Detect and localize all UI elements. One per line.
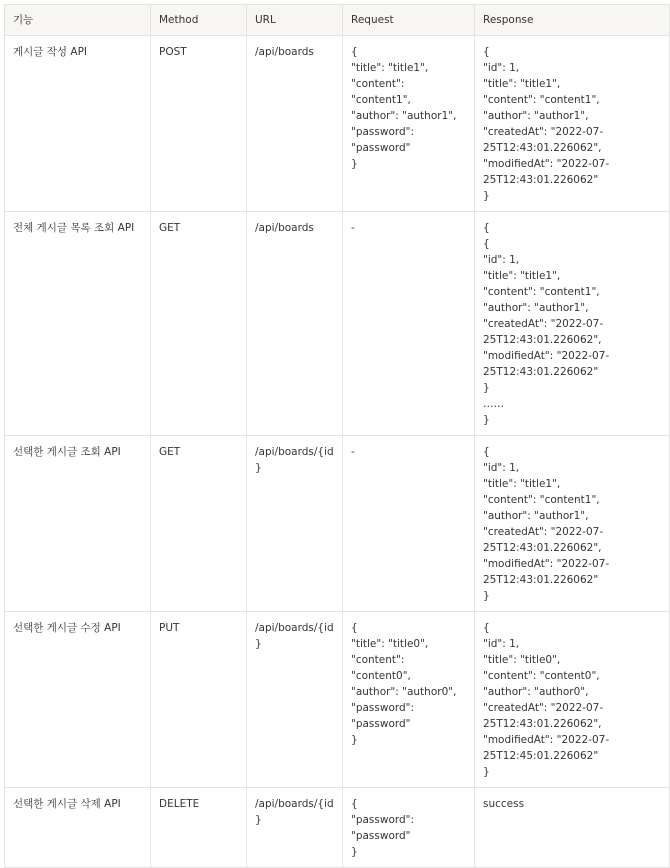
table-row	[5, 212, 670, 436]
response-cell	[475, 212, 670, 436]
response-line: {	[483, 446, 490, 458]
method-cell: POST	[151, 36, 247, 212]
header-method: Method	[151, 5, 247, 36]
table-row	[5, 788, 670, 868]
header-response: Response	[475, 5, 670, 36]
method-cell: PUT	[151, 612, 247, 788]
url-cell: /api/boards/{id}	[247, 436, 343, 612]
request-line: }	[351, 734, 358, 746]
method-cell: DELETE	[151, 788, 247, 868]
response-line: "createdAt": "2022-07-	[483, 702, 604, 714]
response-line: 25T12:43:01.226062",	[483, 718, 602, 730]
request-line: "title": "title0",	[351, 638, 429, 650]
request-cell	[343, 212, 475, 436]
response-cell	[475, 788, 670, 868]
response-line: "modifiedAt": "2022-07-	[483, 734, 610, 746]
response-line: 25T12:43:01.226062"	[483, 366, 599, 378]
request-line: "password": "password"	[351, 702, 418, 730]
response-line: "author": "author1",	[483, 110, 589, 122]
response-line: ……	[483, 398, 504, 410]
response-line: "author": "author0",	[483, 686, 589, 698]
url-cell: /api/boards	[247, 36, 343, 212]
response-line: 25T12:43:01.226062",	[483, 542, 602, 554]
request-line: "password": "password"	[351, 126, 418, 154]
response-cell	[475, 36, 670, 212]
response-line: }	[483, 766, 490, 778]
request-line: "password": "password"	[351, 814, 418, 842]
response-line: "content": "content1",	[483, 286, 600, 298]
response-line: }	[483, 590, 490, 602]
response-line: "createdAt": "2022-07-	[483, 526, 604, 538]
feature-cell: 선택한 게시글 조회 API	[5, 436, 151, 612]
response-line: "content": "content1",	[483, 494, 600, 506]
method-cell: GET	[151, 212, 247, 436]
header-feature: 기능	[5, 5, 151, 36]
response-line: }	[483, 190, 490, 202]
response-cell	[475, 436, 670, 612]
request-line: -	[351, 222, 355, 234]
table-row	[5, 36, 670, 212]
feature-cell: 선택한 게시글 삭제 API	[5, 788, 151, 868]
response-line: {	[483, 46, 490, 58]
response-line: "createdAt": "2022-07-	[483, 318, 604, 330]
response-line: {	[483, 622, 490, 634]
method-cell: GET	[151, 436, 247, 612]
url-cell: /api/boards/{id}	[247, 612, 343, 788]
feature-cell: 전체 게시글 목록 조회 API	[5, 212, 151, 436]
response-line: "id": 1,	[483, 62, 520, 74]
response-line: "author": "author1",	[483, 302, 589, 314]
request-cell	[343, 612, 475, 788]
response-line: 25T12:43:01.226062"	[483, 574, 599, 586]
response-line: "modifiedAt": "2022-07-	[483, 158, 610, 170]
response-line: 25T12:43:01.226062",	[483, 142, 602, 154]
response-line: success	[483, 798, 525, 810]
response-line: {	[483, 222, 490, 234]
header-row	[5, 5, 670, 36]
feature-cell: 게시글 작성 API	[5, 36, 151, 212]
response-line: "title": "title1",	[483, 78, 561, 90]
response-line: }	[483, 382, 490, 394]
feature-cell: 선택한 게시글 수정 API	[5, 612, 151, 788]
request-line: "content": "content0",	[351, 654, 411, 682]
response-cell	[475, 612, 670, 788]
url-cell: /api/boards/{id}	[247, 788, 343, 868]
response-line: "title": "title1",	[483, 270, 561, 282]
response-line: "content": "content1",	[483, 94, 600, 106]
request-line: -	[351, 446, 355, 458]
response-line: }	[483, 414, 490, 426]
request-line: "author": "author1",	[351, 110, 457, 122]
response-line: "id": 1,	[483, 254, 520, 266]
response-line: 25T12:43:01.226062"	[483, 174, 599, 186]
response-line: "createdAt": "2022-07-	[483, 126, 604, 138]
request-cell	[343, 436, 475, 612]
response-line: "id": 1,	[483, 462, 520, 474]
api-spec-table	[4, 4, 670, 868]
request-line: "content": "content1",	[351, 78, 411, 106]
table-row	[5, 436, 670, 612]
response-line: "author": "author1",	[483, 510, 589, 522]
request-line: "title": "title1",	[351, 62, 429, 74]
header-url: URL	[247, 5, 343, 36]
url-cell: /api/boards	[247, 212, 343, 436]
response-line: "title": "title1",	[483, 478, 561, 490]
header-request: Request	[343, 5, 475, 36]
request-line: {	[351, 46, 358, 58]
request-line: {	[351, 622, 358, 634]
response-line: "modifiedAt": "2022-07-	[483, 558, 610, 570]
request-cell	[343, 788, 475, 868]
response-line: "content": "content0",	[483, 670, 600, 682]
request-line: {	[351, 798, 358, 810]
response-line: "modifiedAt": "2022-07-	[483, 350, 610, 362]
response-line: 25T12:45:01.226062"	[483, 750, 599, 762]
request-cell	[343, 36, 475, 212]
request-line: "author": "author0",	[351, 686, 457, 698]
response-line: 25T12:43:01.226062",	[483, 334, 602, 346]
response-line: "title": "title0",	[483, 654, 561, 666]
request-line: }	[351, 846, 358, 858]
response-line: "id": 1,	[483, 638, 520, 650]
request-line: }	[351, 158, 358, 170]
response-line: {	[483, 238, 490, 250]
table-row	[5, 612, 670, 788]
